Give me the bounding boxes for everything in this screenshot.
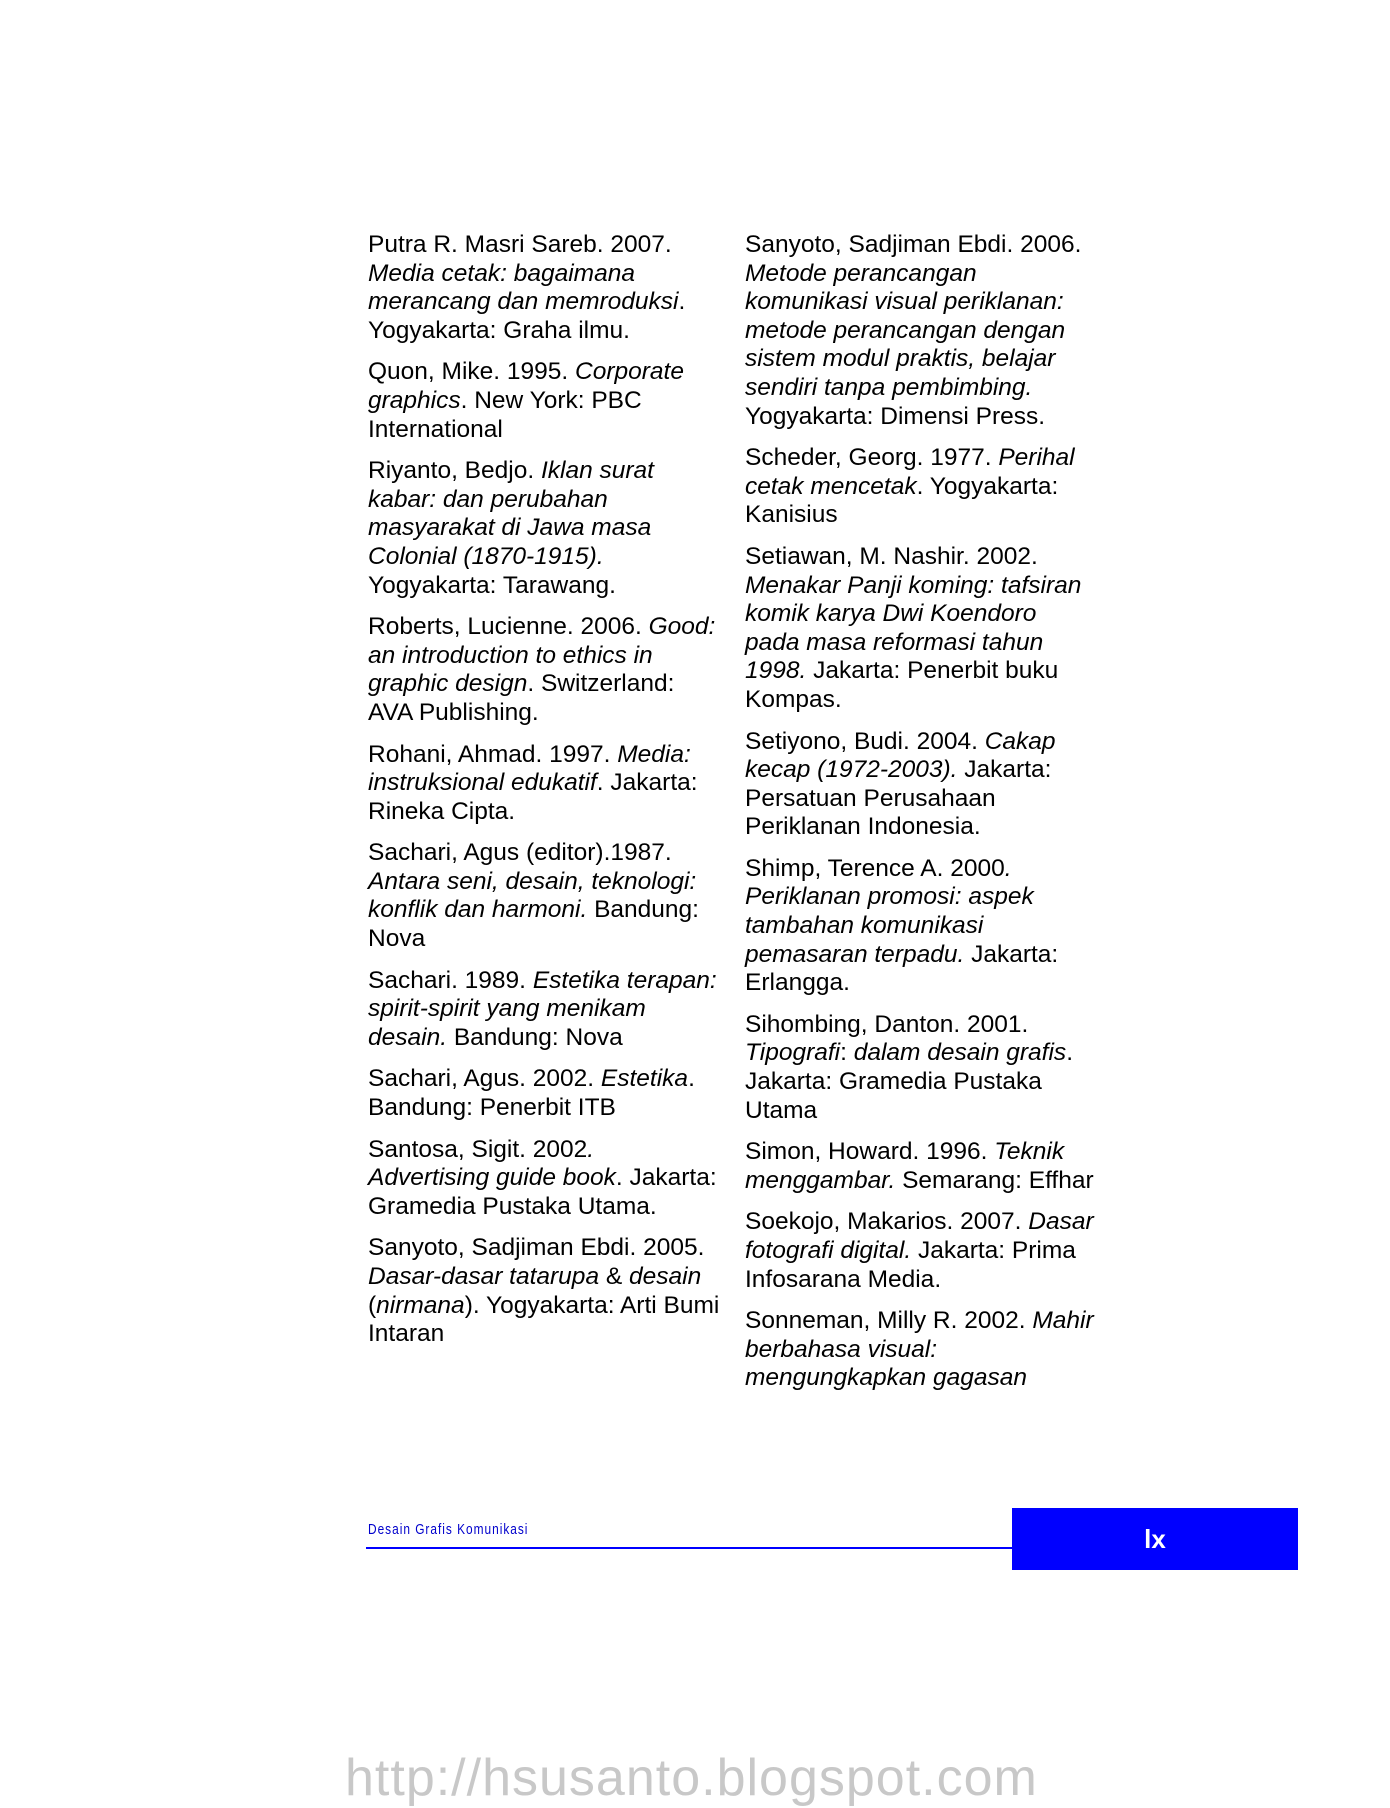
footer-book-title: Desain Grafis Komunikasi (368, 1522, 529, 1538)
footer-divider (366, 1547, 1014, 1549)
bibliography-entry: Sanyoto, Sadjiman Ebdi. 2005. Dasar-dasar tatarupa & desain (nirmana). Yogyakarta: Arti Bumi Intaran (368, 1234, 720, 1348)
bibliography-entry: Riyanto, Bedjo. Iklan surat kabar: dan perubahan masyarakat di Jawa masa Colonial (1870-1915). Yogyakarta: Tarawang. (368, 457, 654, 599)
bibliography-right-column (745, 231, 1095, 1406)
bibliography-entry: Soekojo, Makarios. 2007. Dasar fotografi digital. Jakarta: Prima Infosarana Media. (745, 1208, 1094, 1293)
page-number: lx (1144, 1523, 1166, 1554)
bibliography-entry: Sachari. 1989. Estetika terapan: spirit-spirit yang menikam desain. Bandung: Nova (368, 966, 717, 1051)
bibliography-entry: Setiyono, Budi. 2004. Cakap kecap (1972-2003). Jakarta: Persatuan Perusahaan Periklanan Indonesia. (745, 727, 1056, 841)
bibliography-entry: Shimp, Terence A. 2000. Periklanan promosi: aspek tambahan komunikasi pemasaran terpadu. Jakarta: Erlangga. (745, 854, 1059, 997)
page-number-box (1012, 1508, 1298, 1570)
bibliography-entry: Putra R. Masri Sareb. 2007. Media cetak: bagaimana merancang dan memroduksi. Yogyakarta: Graha ilmu. (368, 231, 686, 344)
bibliography-entry: Sanyoto, Sadjiman Ebdi. 2006. Metode perancangan komunikasi visual periklanan: metode perancangan dengan sistem modul praktis, belajar sendiri tanpa pembimbing. Yogyakarta: Dimensi Press. (745, 231, 1082, 430)
bibliography-entry: Sachari, Agus. 2002. Estetika. Bandung: Penerbit ITB (368, 1065, 695, 1122)
watermark-url: http://hsusanto.blogspot.com (345, 1749, 1038, 1807)
bibliography-entry: Roberts, Lucienne. 2006. Good: an introduction to ethics in graphic design. Switzerland: AVA Publishing. (368, 613, 716, 726)
bibliography-entry: Sachari, Agus (editor).1987. Antara seni, desain, teknologi: konflik dan harmoni. Bandung: Nova (368, 839, 699, 953)
bibliography-entry: Sonneman, Milly R. 2002. Mahir berbahasa visual: mengungkapkan gagasan (745, 1307, 1094, 1392)
bibliography-entry: Rohani, Ahmad. 1997. Media: instruksional edukatif. Jakarta: Rineka Cipta. (368, 740, 698, 825)
bibliography-entry: Scheder, Georg. 1977. Perihal cetak mencetak. Yogyakarta: Kanisius (745, 444, 1075, 529)
bibliography-entry: Santosa, Sigit. 2002. Advertising guide book. Jakarta: Gramedia Pustaka Utama. (368, 1135, 717, 1220)
bibliography-entry: Setiawan, M. Nashir. 2002. Menakar Panji koming: tafsiran komik karya Dwi Koendoro pada masa reformasi tahun 1998. Jakarta: Penerbit buku Kompas. (745, 542, 1082, 713)
bibliography-entry: Simon, Howard. 1996. Teknik menggambar. Semarang: Effhar (745, 1138, 1094, 1194)
bibliography-entry: Quon, Mike. 1995. Corporate graphics. New York: PBC International (368, 358, 684, 443)
bibliography-entry: Sihombing, Danton. 2001. Tipografi: dalam desain grafis. Jakarta: Gramedia Pustaka Utama (745, 1010, 1073, 1124)
bibliography-left-column (368, 231, 720, 1362)
